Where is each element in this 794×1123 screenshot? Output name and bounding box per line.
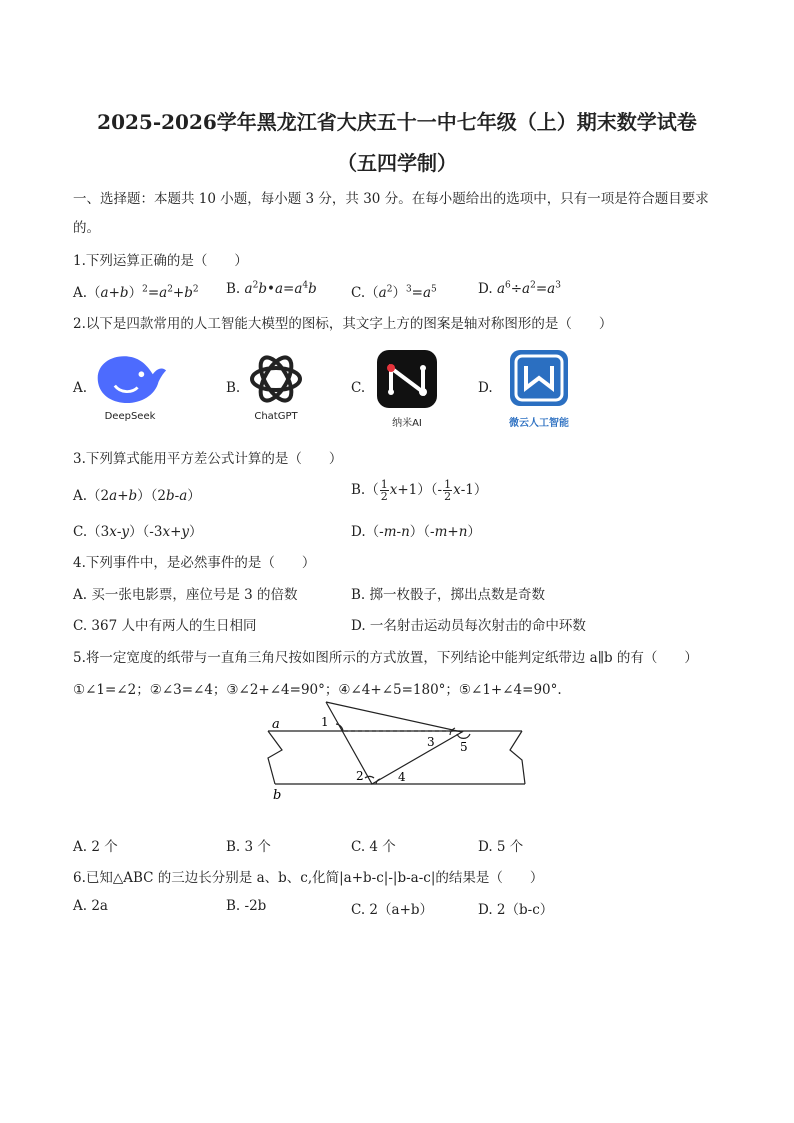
question-4-option-c: C. 367 人中有两人的生日相同 <box>73 618 257 634</box>
question-6-option-a: A. 2a <box>73 898 108 914</box>
section-header: 一、选择题：本题共 10 小题，每小题 3 分，共 30 分。在每小题给出的选项中，只有一项是符合题目要求 <box>73 191 709 207</box>
deepseek-logo <box>92 348 168 410</box>
label-angle-4: 4 <box>398 770 406 784</box>
deepseek-caption: DeepSeek <box>104 411 156 422</box>
question-2-label-d: D. <box>478 380 493 396</box>
question-3-stem: 3.下列算式能用平方差公式计算的是（ ） <box>73 451 343 467</box>
question-2-label-b: B. <box>226 380 241 396</box>
question-2-label-c: C. <box>351 380 366 396</box>
question-1-option-a: $A.(a+b)^2=a^2+b^2$ <box>73 284 199 301</box>
question-4-option-a: A. 买一张电影票，座位号是 3 的倍数 <box>73 587 298 603</box>
question-1-option-d: D. $a^6\div a^2=a^3$ <box>478 280 561 297</box>
weiyun-caption: 微云人工智能 <box>509 418 569 429</box>
question-3-option-d: D.（-m-n）（-m+n） <box>351 524 481 540</box>
page-subtitle: （五四学制） <box>337 151 457 175</box>
question-5-option-d: D. 5 个 <box>478 839 524 855</box>
label-a: a <box>272 717 280 732</box>
nami-ai-logo <box>375 348 439 410</box>
chatgpt-logo <box>241 348 311 410</box>
question-5-option-b: B. 3 个 <box>226 839 271 855</box>
question-6-option-c: C. 2（a+b） <box>351 902 434 918</box>
label-b: b <box>273 788 282 803</box>
section-header-cont: 的。 <box>73 220 100 236</box>
question-4-option-d: D. 一名射击运动员每次射击的命中环数 <box>351 618 586 634</box>
question-5-stem: 5.将一定宽度的纸带与一直角三角尺按如图所示的方式放置，下列结论中能判定纸带边 a∥b 的有（ ） <box>73 650 698 666</box>
question-5-conditions: ①∠1=∠2；②∠3=∠4；③∠2+∠4=90°；④∠4+∠5=180°；⑤∠1+∠4=90°. <box>73 682 562 698</box>
label-angle-1: 1 <box>321 715 329 729</box>
question-6-option-d: D. 2（b-c） <box>478 902 554 918</box>
question-3-option-c: C.（3x-y）（-3x+y） <box>73 524 203 540</box>
question-2-label-a: A. <box>73 380 88 396</box>
question-5-option-a: A. 2 个 <box>73 839 118 855</box>
nami-ai-caption: 纳米AI <box>392 418 422 429</box>
chatgpt-caption: ChatGPT <box>254 411 298 422</box>
label-angle-2: 2 <box>356 769 364 783</box>
question-3-option-b: B.（ $\frac{1}{2}$ x+1）（- $\frac{1}{2}$ x-1） <box>351 478 488 503</box>
label-angle-5: 5 <box>460 740 468 754</box>
paper-strip-triangle-figure <box>260 700 535 805</box>
question-4-stem: 4.下列事件中，是必然事件的是（ ） <box>73 555 316 571</box>
question-5-option-c: C. 4 个 <box>351 839 396 855</box>
question-1-option-c: $C.(a^2)^3=a^5$ <box>351 284 437 301</box>
question-6-option-b: B. -2b <box>226 898 267 914</box>
question-1-option-b: B. $a^2b•a=a^4b$ <box>226 280 317 297</box>
question-6-stem: 6.已知△ABC 的三边长分别是 a、b、c,化简|a+b-c|-|b-a-c|的结果是（ ） <box>73 870 544 886</box>
question-3-option-a: A.（2a+b）（2b-a） <box>73 488 201 504</box>
page-title: 2025-2026学年黑龙江省大庆五十一中七年级（上）期末数学试卷 <box>97 110 697 134</box>
question-2-stem: 2.以下是四款常用的人工智能大模型的图标，其文字上方的图案是轴对称图形的是（ ） <box>73 316 613 332</box>
label-angle-3: 3 <box>427 735 435 749</box>
weiyun-logo <box>508 348 570 410</box>
question-4-option-b: B. 掷一枚骰子，掷出点数是奇数 <box>351 587 546 603</box>
question-1-stem: 1.下列运算正确的是（ ） <box>73 253 248 269</box>
